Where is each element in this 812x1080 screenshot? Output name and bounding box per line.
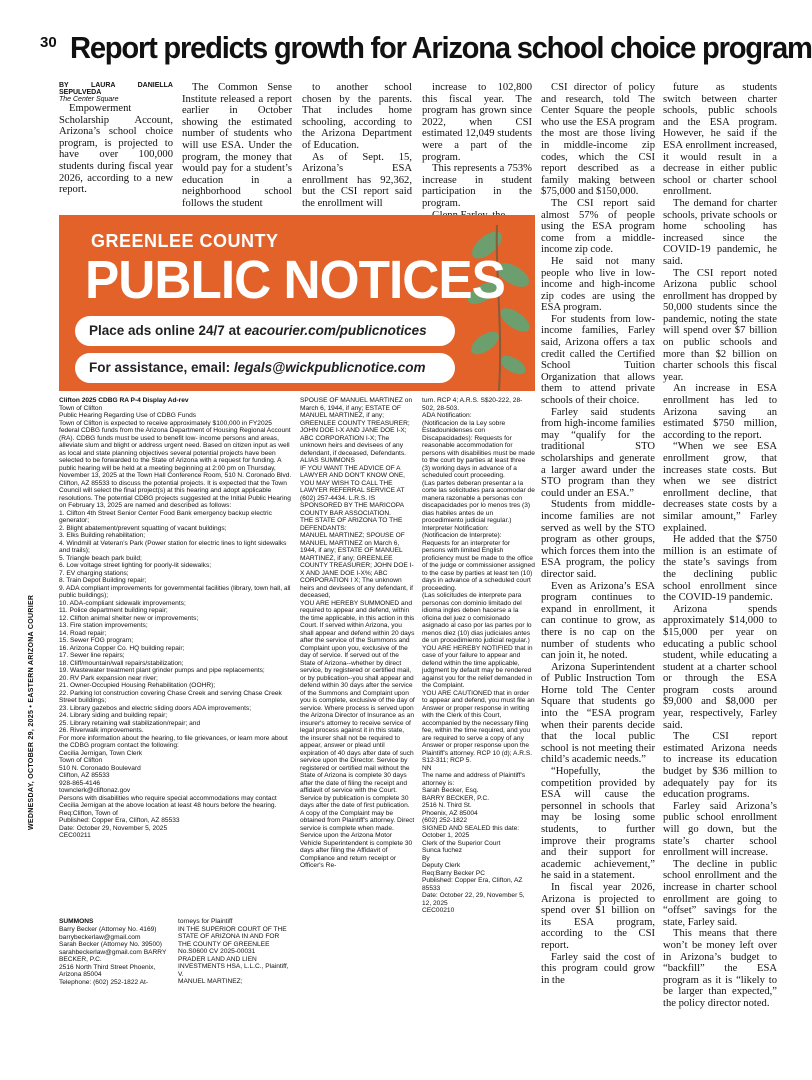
article-paragraph: “Hopefully, the competition provided by ESA will cause the personnel in schools that may be losing some students, to further improve their programs and their support for academic achievement,” he said in a statement.: [541, 766, 655, 882]
assistance-prefix: For assistance, email:: [89, 360, 234, 375]
article-paragraph: The CSI report noted Arizona public school enrollment has dropped by 50,000 students since the pandemic, noting the state will spend over $7 billion on public schools and more than $2 billion on charter schools this fiscal year.: [663, 267, 777, 383]
summons-caption-block: torneys for Plaintiff IN THE SUPERIOR COURT OF THE STATE OF ARIZONA IN AND FOR THE COUNTY OF GREENLEE No.S0600 CV 2025-00031 PRADER LAND AND LIEN INVESTMENTS HSA, L.L.C., Plaintiff, V. MANUEL MARTINEZ;: [178, 918, 289, 985]
article-column-1: [59, 82, 173, 210]
article-paragraph: increase to 102,800 this fiscal year. The program has grown since 2022, when CSI estimated 12,049 students were a part of the program.: [422, 82, 532, 163]
notice-cdbg-title: Clifton 2025 CDBG RA P-4 Display Ad-rev: [59, 397, 189, 404]
article-paragraph: He added that the $750 million is an estimate of the state’s savings from the declining public school enrollment since the COVID-19 pandemic.: [663, 534, 777, 604]
banner-assistance-line: [75, 353, 455, 383]
article-paragraph: Arizona Superintendent of Public Instruction Tom Horne told The Center Square that students go into the “ESA program when their parents decide that the local public school is not meeting their child’s academic needs.”: [541, 661, 655, 766]
article-paragraph: The CSI report estimated Arizona needs to increase its education budget by $36 million to adequately pay for its education programs.: [663, 731, 777, 801]
notice-cdbg: [59, 397, 292, 912]
article-column-5: [541, 82, 655, 1059]
article-paragraph: future as students switch between charter schools, public schools and the ESA program. However, he said if the ESA enrollment increased, it would result in a decrease in either public school or charter school enrollment.: [663, 82, 777, 198]
article-paragraph: CSI director of policy and research, told The Center Square the people who use the ESA program the most are those living in middle-income zip codes, which the CSI report described as a family making between $75,000 and $150,000.: [541, 82, 655, 198]
side-dateline: WEDNESDAY, OCTOBER 29, 2025 • EASTERN ARIZONA COURIER: [28, 594, 35, 830]
banner-title: PUBLIC NOTICES: [85, 250, 505, 310]
notice-summons-col-3: [300, 397, 415, 1063]
article-paragraph: The decline in public school enrollment and the increase in charter school enrollment are going to “offset” savings for the state, Farley said.: [663, 858, 777, 928]
summons-title: SUMMONS: [59, 918, 94, 925]
legals-email-link[interactable]: legals@wickpublicnotice.com: [233, 360, 426, 375]
article-paragraph: In fiscal year 2026, Arizona is projected to spend over $1 billion on its ESA program, according to the CSI report.: [541, 881, 655, 951]
article-paragraph: Empowerment Scholarship Account, Arizona’s school choice program, is projected to have over 100,000 students during fiscal year 2026, according to a new report.: [59, 103, 173, 196]
article-column-3: [302, 82, 412, 210]
article-paragraph: Farley said the cost of this program could grow in the: [541, 951, 655, 986]
notice-summons-col-a: [59, 926, 171, 1063]
notice-summons-col-4: [422, 397, 535, 1063]
byline-credit: The Center Square: [59, 96, 119, 103]
article-paragraph: to another school chosen by the parents. That includes home schooling, according to the Arizona Department of Education.: [302, 82, 412, 151]
article-paragraph: “When we see ESA enrollment grow, that increases state costs. But when we see district enrollment decline, that decreases state costs by a similar amount,” Farley explained.: [663, 441, 777, 534]
article-paragraph: Even as Arizona’s ESA program continues to expand in enrollment, it can continue to grow, as there is no cap on the number of students who can join it, he noted.: [541, 580, 655, 662]
article-paragraph: The Common Sense Institute released a report earlier in October showing the estimated number of students who will use ESA. Under the program, the money that would pay for a student’s education in a neighborhood school follows the student: [182, 82, 292, 209]
article-column-4: [422, 82, 532, 210]
article-paragraph: An increase in ESA enrollment has led to Arizona saving an estimated $750 million, according to the report.: [663, 383, 777, 441]
article-column-6: [663, 82, 777, 1059]
article-paragraph: He said not many people who live in low-income and high-income zip codes are using the ESA program.: [541, 255, 655, 314]
public-notices-banner: [59, 215, 535, 391]
banner-county: GREENLEE COUNTY: [91, 231, 279, 251]
page-number: 30: [40, 34, 57, 51]
summons-body-2: turn. RCP 4; A.R.S. S$20-222, 28-502, 28-503. ADA Notification: (Notificacion de la Ley sobre Estadounidenses con Discapacidades): Requests for reasonable accommodation for persons with disabilities must be made to the court by parties at least three (3) working days in advance of a scheduled court proceeding. (Las partes deberan presentar a la corte las solicitudes para acomodar de manera razonable a personas con discapacidades por lo menos tres (3) dias habiles antes de un procedimiento judicial regular.) Interpreter Notification: (Notificacion de Interprete): Requests for an interpreter for persons with limited English proficiency must be made to the office of the judge or commissioner assigned to the case by parties at least ten (10) days in advance of a scheduled court proceeding. (Las solicitudes de interprete para personas con dominio limitado del idioma ingles deben hacerse a la oficina del juez o comisionado asignado al caso por las partes por lo menos diez (10) dias judiciales antes de un procedimiento judicial regular.) YOU ARE HEREBY NOTIFIED that in case of your failure to appear and defend within the time applicable, judgment by default may be rendered against you for the relief demanded in the Complaint. YOU ARE CAUTIONED that in order to appear and defend, you must file an Answer or proper response in writing with the Clerk of this Court, accompanied by the necessary filing fee, within the time required, and you are required to serve a copy of any Answer or proper response upon the Plaintiff's attorney. RCP 10 (d); A.R.S. S12-311; RCP 5. NN The name and address of Plaintiff's attorney is: Sarah Becker, Esq. BARRY BECKER, P.C. 2516 N. Third St. Phoenix, AZ 85004 (602) 252-1822 SIGNED AND SEALED this date: October 1, 2025 Clerk of the Superior Court Sunca fuchez By Deputy Clerk Req:Barry Becker PC Published: Copper Era, Clifton, AZ 85533 Date: October 22, 29, November 5, 12, 2025 CEC00210: [422, 397, 535, 914]
summons-body-1: SPOUSE OF MANUEL MARTINEZ on March 6, 1944, if any; ESTATE OF MANUEL MARTINEZ, if any; GREENLEE COUNTY TREASURER; JOHN DOE I-X AND JANE DOE I-X; ABC CORPORATION I-X; The unknown heirs and devisees of any defendant, if deceased, Defendants. ALIAS SUMMONS IF YOU WANT THE ADVICE OF A LAWYER AND DON'T KNOW ONE, YOU MAY WISH TO CALL THE LAWYER REFERRAL SERVICE AT (602) 257-4434. L.R.S. IS SPONSORED BY THE MARICOPA COUNTY BAR ASSOCIATION. THE STATE OF ARIZONA TO THE DEFENDANTS: MANUEL MARTINEZ; SPOUSE OF MANUEL MARTINEZ on March 6, 1944, if any; ESTATE OF MANUEL MARTINEZ, if any; GREENLEE COUNTY TREASURER; JOHN DOE I-X AND JANE DOE I-X%; ABC CORPORATION I X; The unknown heirs and devisees of any defendant, if deceased, YOU ARE HEREBY SUMMONED and required to appear and defend, within the time applicable, in this action in this Court. If served within Arizona, you shall appear and defend within 20 days after the service of the Summons and Complaint upon you, exclusive of the day of service. If served out of the State of Arizona--whether by direct service, by registered or certified mail, or by publication--you shall appear and defend within 30 days after the service of the Summons and Complaint upon you is complete, exclusive of the day of service. Where process is served upon the Arizona Director of Insurance as an insurer's attorney to receive service of legal process against it in this state, the insurer shall not be required to appear, answer or plead until expiration of 40 days after date of such service upon the Director. Service by registered or certified mail without the State of Arizona is complete 30 days after the date of filing the receipt and affidavit of service with the Court. Service by publication is complete 30 days after the date of first publication. A copy of the Complaint may be obtained from Plaintiff's attorney. Direct service is complete when made. Service upon the Arizona Motor Vehicle Superintendent is complete 30 days after filing the Affidavit of Compliance and return receipt or Officer's Re-: [300, 397, 415, 869]
public-notices-link[interactable]: eacourier.com/publicnotices: [244, 323, 427, 338]
article-paragraph: As of Sept. 15, Arizona’s ESA enrollment has 92,362, but the CSI report said the enrollment will: [302, 151, 412, 209]
article-paragraph: Students from middle-income families are not served as well by the STO program as other groups, which forces them into the ESA program, the policy director said.: [541, 499, 655, 580]
article-paragraph: For students from low-income families, Farley said, Arizona offers a tax credit called the Certified School Tuition Organization that allows them to attend private schools of their choice.: [541, 313, 655, 407]
byline: BY LAURA DANIELLA SEPULVEDA: [59, 82, 173, 96]
article-paragraph: Farley said students from high-income families may “qualify for the traditional STO scholarships and generate a larger award under the STO program than they could under an ESA.”: [541, 406, 655, 499]
article-paragraph: Farley said Arizona’s public school enrollment will go down, but the state’s charter school enrollment will increase.: [663, 800, 777, 859]
article-paragraph: Arizona spends approximately $14,000 to $15,000 per year on educating a public school student, while educating a student at a charter school or through the ESA program costs around $9,000 and $8,000 per year, respectively, Farley said.: [663, 603, 777, 731]
article-column-2: [182, 82, 292, 210]
notice-cdbg-body: Town of Clifton Public Hearing Regarding Use of CDBG Funds Town of Clifton is expected to receive approximately $100,000 in FY2025 federal CDBG funds from the Arizona Department of Housing Regional Account (RA). CDBG funds must be used to benefit low- income persons and areas, alleviate slum and blight or address urgent need. Based on citizen input as well as local and state planning objectives several potential projects have been selected to be forwarded to the State of Arizona with a request for funding. A public hearing will be held at a meeting beginning at 2:00 pm on Thursday, November 13, 2025 at the Town Hall Conference Room, 510 N. Coronado Blvd. Clifton, AZ 85533 to discuss the potential projects. It is expected that the Town Council will select the final project(s) at this hearing and adopt applicable resolutions. The potential CDBG projects suggested at the Initial Public Hearing on February 13, 2025 are named and described as follows: 1. Clifton 4th Street Senior Center Food Bank emergency backup electric generator; 2. Blight abatement/prevent squatting of vacant buildings; 3. Elks Building rehabilitation; 4. Windmill at Veteran’s Park (Power station for electric lines to light sidewalks and trails); 5. Triangle beach park build; 6. Low voltage street lighting for poorly-lit sidewalks; 7. EV charging stations; 8. Train Depot Building repair; 9. ADA compliant improvements for governmental facilities (library, town hall, all public buildings); 10. ADA-compliant sidewalk improvements; 11. Police department building repair; 12. Clifton animal shelter new or improvements; 13. Fire station improvements; 14. Road repair; 15. Sewer FOG program; 16. Arizona Copper Co. HQ building repair; 17. Sewer line repairs; 18. Cliff/mountain/wall repairs/stabilization; 19. Wastewater treatment plant grinder pumps and pipe replacements; 20. RV Park expansion near river; 21. Owner-Occupied Housing Rehabilitation (OOHR); 22. Parking lot construction covering Chase Creek and serving Chase Creek Street buildings; 23. Library gazebos and electric sliding doors ADA improvements; 24. Library siding and building repair; 25. Library retaining wall stabilization/repair; and 26. Riverwalk improvements. For more information about the hearing, to file grievances, or learn more about the CDBG program contact the following: Cecilia Jernigan, Town Clerk Town of Clifton 510 N. Coronado Boulevard Clifton, AZ 85533 928-865-4146 townclerk@cliftonaz.gov Persons with disabilities who require special accommodations may contact Cecilia Jernigan at the above location at least 48 hours before the hearing. Req:Clifton, Town of Published: Copper Era, Clifton, AZ 85533 Date: October 29, November 5, 2025 CEC00211: [59, 404, 292, 839]
article-paragraph: This represents a 753% increase in student participation in the program.: [422, 163, 532, 209]
summons-attorney-block: Barry Becker (Attorney No. 4169) barrybeckerlaw@gmail.com Sarah Becker (Attorney No. 39500) sarahbeckerlaw@gmail.com BARRY BECKER, P.C. 2516 North Third Street Phoenix, Arizona 85004 Telephone: (602) 252-1822 At-: [59, 926, 167, 986]
banner-place-ads-line: [75, 316, 455, 346]
headline: Report predicts growth for Arizona school choice program: [70, 30, 812, 65]
article-paragraph: The demand for charter schools, private schools or home schooling has increased since the COVID-19 pandemic, he said.: [663, 197, 777, 267]
notice-summons-col-b: [178, 918, 292, 1063]
article-paragraph: The CSI report said almost 57% of people using the ESA program come from a middle-income zip code.: [541, 197, 655, 256]
place-ads-prefix: Place ads online 24/7 at: [89, 323, 245, 338]
article-paragraph: This means that there won’t be money left over in Arizona’s budget to “backfill” the ESA program as it is “likely to be larger than expected,” the policy director noted.: [663, 928, 777, 1009]
